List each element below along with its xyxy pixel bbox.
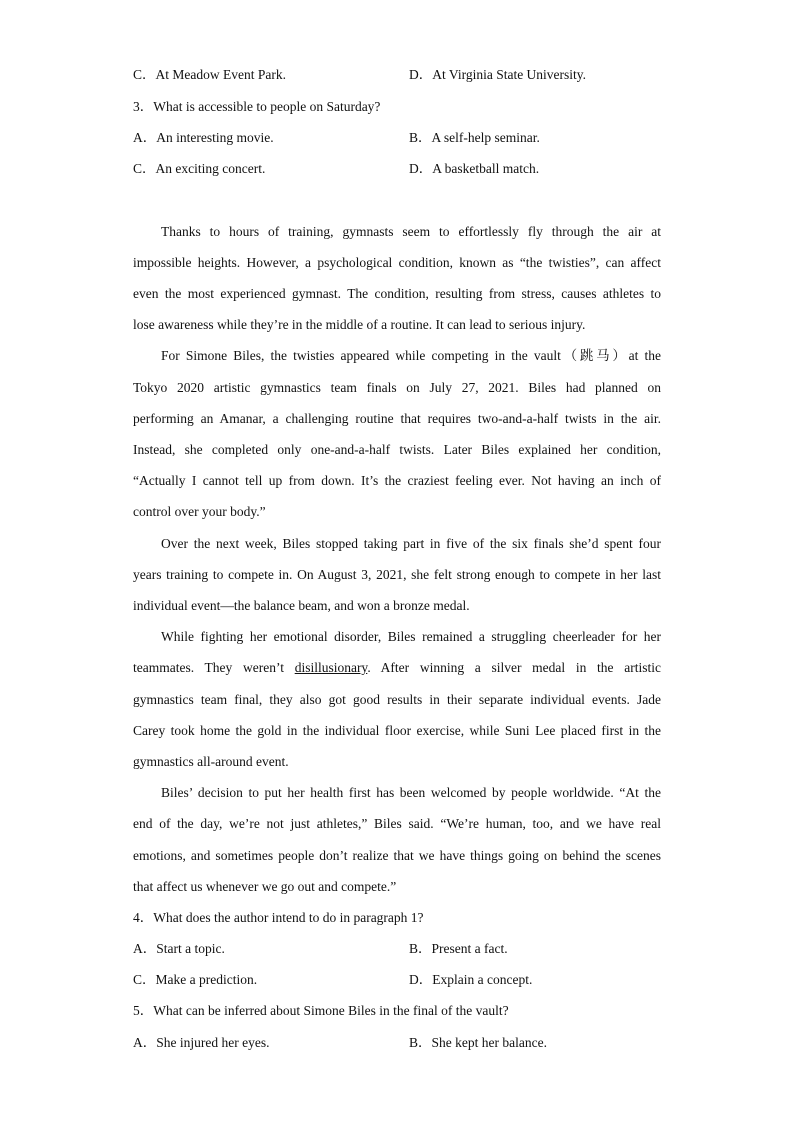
p4-line-2-before: teammates. They weren’t [133,660,295,675]
q4-stem: 4．What does the author intend to do in paragraph 1? [133,910,424,925]
p4-line-4: Carey took home the gold in the individual floor exercise, while Suni Lee placed first in the [133,723,661,738]
p2-line-5: “Actually I cannot tell up from down. It’s the craziest feeling ever. Not having an inch of [133,473,661,488]
p4-line-2 [133,656,661,680]
q3-stem: 3．What is accessible to people on Saturday? [133,99,381,114]
q5-stem: 5．What can be inferred about Simone Biles in the final of the vault? [133,1003,509,1018]
q4-option-a: A．Start a topic. [133,941,225,956]
q3-option-a: A．An interesting movie. [133,130,274,145]
p3-line-2: years training to compete in. On August 3, 2021, she felt strong enough to compete in her last [133,567,661,582]
q4-option-d: D．Explain a concept. [409,972,533,987]
p5-line-1: Biles’ decision to put her health first has been welcomed by people worldwide. “At the [161,785,661,800]
p5-line-3: emotions, and sometimes people don’t realize that we have things going on behind the scenes [133,848,661,863]
q2-option-d: D．At Virginia State University. [409,67,587,82]
p4-line-1: While fighting her emotional disorder, Biles remained a struggling cheerleader for her [161,629,661,644]
p2-line-4: Instead, she completed only one-and-a-half twists. Later Biles explained her condition, [133,442,661,457]
p4-line-5: gymnastics all-around event. [133,754,289,769]
p4-line-3: gymnastics team final, they also got good results in their separate individual events. Jade [133,692,661,707]
p3-line-3: individual event—the balance beam, and won a bronze medal. [133,598,470,613]
q3-option-b: B．A self-help seminar. [409,130,540,145]
q4-option-c: C．Make a prediction. [133,972,258,987]
q5-option-b: B．She kept her balance. [409,1035,547,1050]
q3-options-row-2 [133,157,661,181]
p1-line-3: even the most experienced gymnast. The condition, resulting from stress, causes athletes to [133,286,661,301]
q3-options-row-1 [133,126,661,150]
p1-line-1: Thanks to hours of training, gymnasts seem to effortlessly fly through the air at [161,224,661,239]
p4-line-2-after: . After winning a silver medal in the artistic [367,660,661,675]
p2-line-3: performing an Amanar, a challenging routine that requires two-and-a-half twists in the air. [133,411,661,426]
q5-options-row-1 [133,1031,661,1055]
underlined-word: disillusionary [294,660,368,675]
q5-option-a: A．She injured her eyes. [133,1035,270,1050]
p2-line-6: control over your body.” [133,504,266,519]
p3-line-1: Over the next week, Biles stopped taking part in five of the six finals she’d spent four [161,536,661,551]
p2-line-1: For Simone Biles, the twisties appeared while competing in the vault（跳马）at the [161,348,661,363]
q4-options-row-2 [133,968,661,992]
p1-line-4: lose awareness while they’re in the middle of a routine. It can lead to serious injury. [133,317,586,332]
q4-option-b: B．Present a fact. [409,941,508,956]
p2-line-2: Tokyo 2020 artistic gymnastics team finals on July 27, 2021. Biles had planned on [133,380,661,395]
q4-options-row-1 [133,937,661,961]
p1-line-2: impossible heights. However, a psychological condition, known as “the twisties”, can affect [133,255,661,270]
q3-option-c: C．An exciting concert. [133,161,266,176]
p5-line-4: that affect us whenever we go out and compete.” [133,879,397,894]
p5-line-2: end of the day, we’re not just athletes,” Biles said. “We’re human, too, and we have real [133,816,661,831]
q3-option-d: D．A basketball match. [409,161,540,176]
q2-option-c: C．At Meadow Event Park. [133,67,286,82]
q2-options-row [133,63,661,87]
